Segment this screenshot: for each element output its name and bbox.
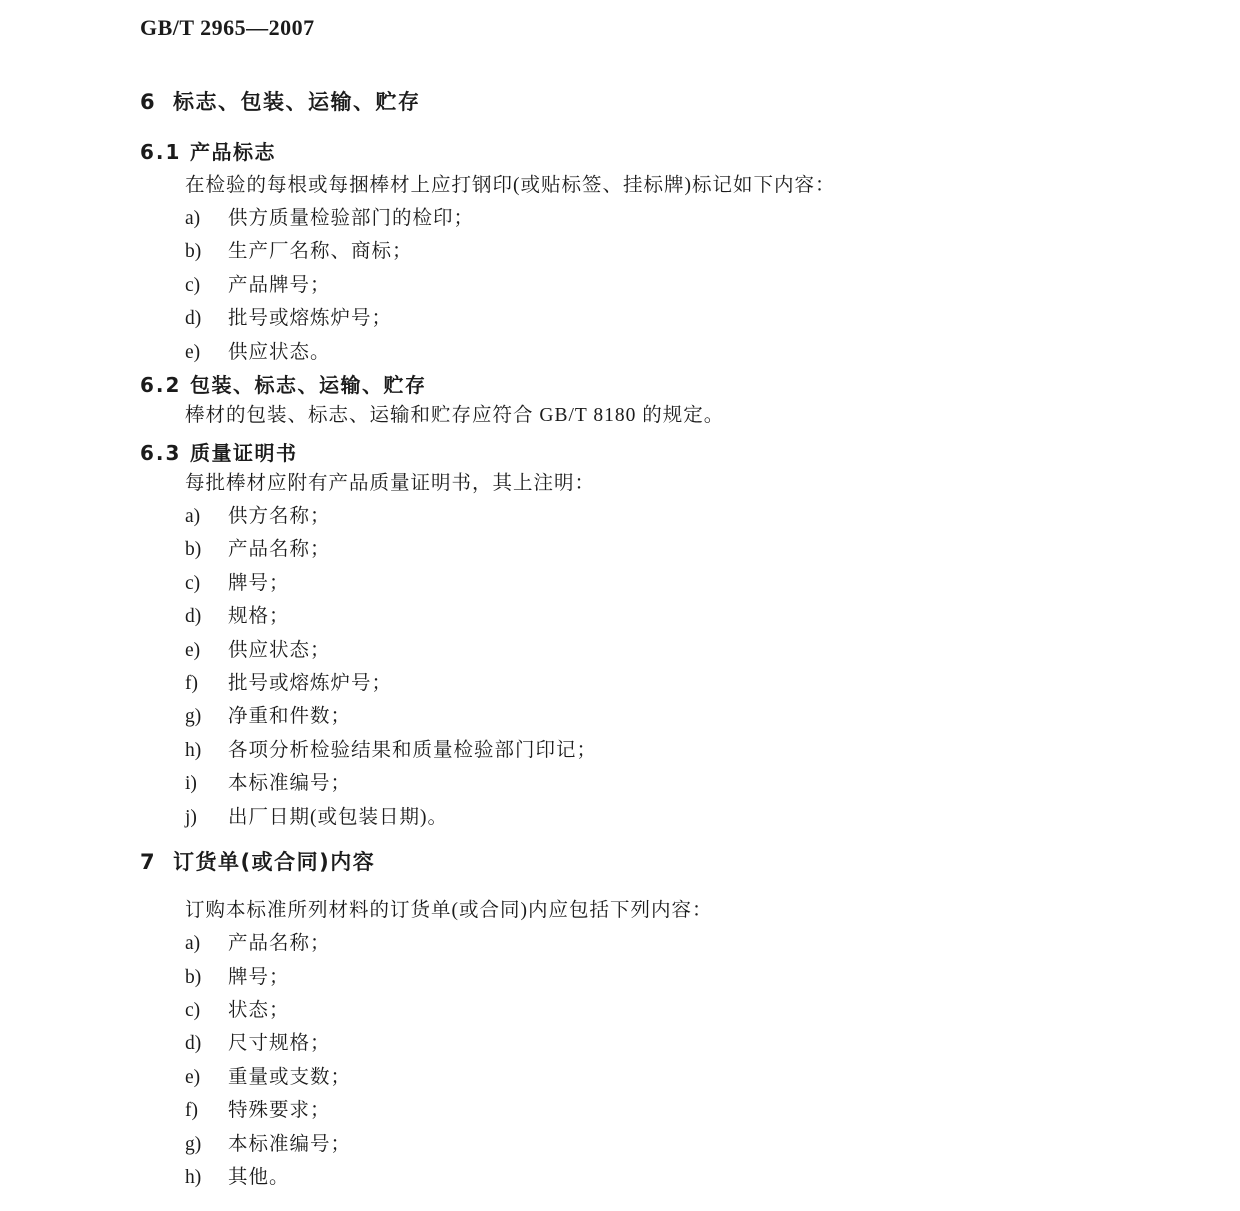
- list-item-label: c): [185, 572, 201, 594]
- section-6-1-number: 6.1: [140, 140, 182, 164]
- list-item-label: f): [185, 1100, 198, 1122]
- list-item: [185, 336, 1240, 369]
- section-6-1-list: [0, 202, 1240, 369]
- list-item: [185, 961, 1240, 994]
- section-6-3-list: [0, 500, 1240, 834]
- list-item: [185, 634, 1240, 667]
- section-7-heading: [140, 848, 1240, 876]
- list-item-label: e): [185, 1066, 201, 1088]
- section-6-2-number: 6.2: [140, 373, 182, 398]
- section-7-title: 订货单(或合同)内容: [173, 850, 376, 875]
- list-item-text: 尺寸规格；: [228, 1033, 331, 1055]
- list-item-text: 供方名称；: [228, 506, 331, 528]
- list-item-label: a): [185, 506, 201, 528]
- list-item: [185, 202, 1240, 235]
- section-7-number: 7: [140, 850, 155, 875]
- list-item-label: j): [185, 806, 197, 828]
- list-item: [185, 994, 1240, 1027]
- list-item-text: 牌号；: [228, 572, 290, 594]
- section-6-title: 标志、包装、运输、贮存: [173, 90, 421, 114]
- list-item-label: b): [185, 539, 202, 561]
- list-item: [185, 1061, 1240, 1094]
- list-item: [185, 533, 1240, 566]
- list-item-text: 出厂日期(或包装日期)。: [228, 806, 448, 828]
- list-item-text: 各项分析检验结果和质量检验部门印记；: [228, 739, 598, 761]
- list-item-label: a): [185, 208, 201, 229]
- list-item-text: 本标准编号；: [228, 773, 352, 795]
- list-item: [185, 567, 1240, 600]
- list-item: [185, 700, 1240, 733]
- list-item-label: e): [185, 639, 201, 661]
- list-item-text: 规格；: [228, 606, 290, 628]
- list-item: [185, 801, 1240, 834]
- list-item: [185, 667, 1240, 700]
- list-item-text: 净重和件数；: [228, 706, 352, 728]
- list-item-label: c): [185, 274, 201, 296]
- list-item: [185, 767, 1240, 800]
- list-item-label: c): [185, 999, 201, 1021]
- list-item: [185, 1161, 1240, 1194]
- list-item: [185, 269, 1240, 302]
- list-item-text: 状态；: [228, 999, 290, 1021]
- list-item-text: 牌号；: [228, 966, 290, 988]
- section-6-3-title: 质量证明书: [190, 441, 298, 466]
- list-item: [185, 500, 1240, 533]
- list-item: [185, 1128, 1240, 1161]
- list-item-text: 供应状态。: [228, 341, 331, 363]
- list-item-label: b): [185, 241, 202, 263]
- section-6-2-heading: [140, 371, 1240, 399]
- section-7-intro: 订购本标准所列材料的订货单(或合同)内应包括下列内容：: [185, 900, 713, 922]
- list-item-text: 批号或熔炼炉号；: [228, 673, 393, 695]
- list-item-text: 产品名称；: [228, 539, 331, 561]
- list-item-label: f): [185, 673, 198, 695]
- list-item-label: h): [185, 739, 202, 761]
- list-item-text: 产品名称；: [228, 933, 331, 955]
- section-6-1-title: 产品标志: [190, 140, 276, 164]
- list-item-label: g): [185, 706, 202, 728]
- list-item: [185, 734, 1240, 767]
- section-6-1-heading: [140, 138, 1240, 166]
- list-item-label: b): [185, 966, 202, 988]
- section-6-number: 6: [140, 90, 155, 114]
- list-item-label: i): [185, 773, 197, 795]
- section-6-3-intro: 每批棒材应附有产品质量证明书，其上注明：: [185, 473, 596, 495]
- section-7-list: [0, 927, 1240, 1194]
- section-6-3-number: 6.3: [140, 441, 182, 466]
- list-item-text: 供方质量检验部门的检印；: [228, 208, 475, 229]
- section-6-1-intro: 在检验的每根或每捆棒材上应打钢印(或贴标签、挂标牌)标记如下内容：: [185, 175, 836, 196]
- list-item: [185, 235, 1240, 268]
- section-6-2-body: 棒材的包装、标志、运输和贮存应符合 GB/T 8180 的规定。: [185, 405, 725, 427]
- list-item-text: 本标准编号；: [228, 1133, 352, 1155]
- list-item-label: g): [185, 1133, 202, 1155]
- list-item: [185, 1027, 1240, 1060]
- list-item-text: 批号或熔炼炉号；: [228, 308, 393, 330]
- list-item-label: d): [185, 1033, 202, 1055]
- list-item: [185, 600, 1240, 633]
- section-6-heading: [140, 88, 1240, 116]
- list-item-label: e): [185, 341, 201, 363]
- list-item-label: a): [185, 933, 201, 955]
- list-item-text: 重量或支数；: [228, 1066, 352, 1088]
- list-item-text: 产品牌号；: [228, 274, 331, 296]
- list-item-text: 特殊要求；: [228, 1100, 331, 1122]
- list-item: [185, 302, 1240, 335]
- standard-number: GB/T 2965—2007: [140, 15, 315, 40]
- list-item-label: d): [185, 308, 202, 330]
- list-item: [185, 1094, 1240, 1127]
- list-item-text: 供应状态；: [228, 639, 331, 661]
- section-6-2-title: 包装、标志、运输、贮存: [190, 373, 427, 398]
- list-item-label: d): [185, 606, 202, 628]
- list-item-label: h): [185, 1166, 202, 1188]
- section-6-3-heading: [140, 439, 1240, 467]
- list-item-text: 其他。: [228, 1166, 290, 1188]
- list-item-text: 生产厂名称、商标；: [228, 241, 413, 263]
- list-item: [185, 927, 1240, 960]
